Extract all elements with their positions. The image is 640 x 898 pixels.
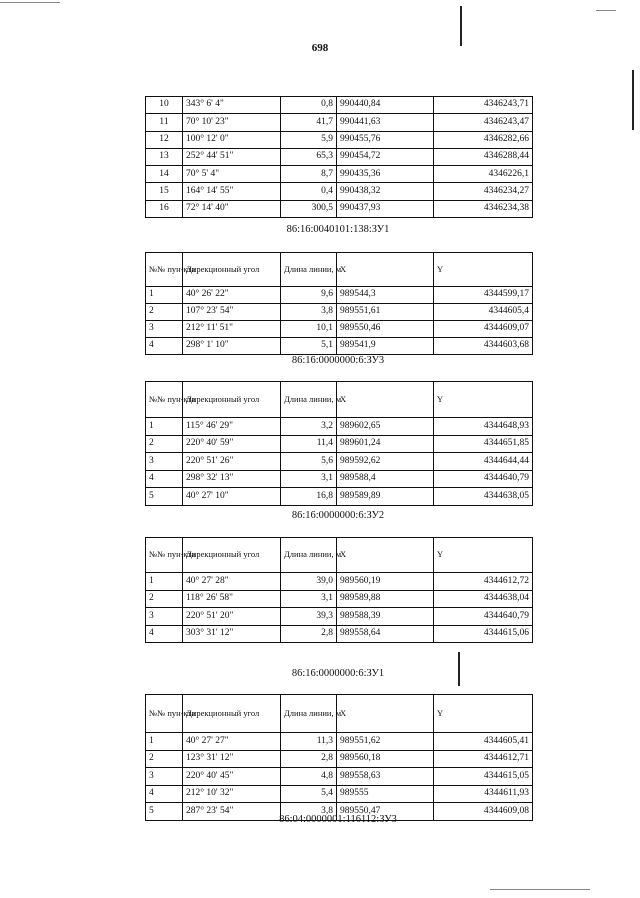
point-number-cell: 2 xyxy=(146,590,183,608)
header-direction-angle: Дирекционный угол xyxy=(183,695,281,733)
y-coordinate-cell: 4344603,68 xyxy=(434,338,533,355)
point-number-cell: 1 xyxy=(146,287,183,304)
x-coordinate-cell: 989588,4 xyxy=(337,470,434,488)
line-length-cell: 9,6 xyxy=(281,287,337,304)
x-coordinate-cell: 989602,65 xyxy=(337,418,434,436)
x-coordinate-cell: 989541,9 xyxy=(337,338,434,355)
direction-angle-cell: 40° 27' 27" xyxy=(183,733,281,751)
table-row xyxy=(146,453,533,471)
scan-mark xyxy=(632,70,634,130)
line-length-cell: 2,8 xyxy=(281,750,337,768)
point-number-cell: 13 xyxy=(146,148,183,165)
y-coordinate-cell: 4344615,06 xyxy=(434,625,533,643)
direction-angle-cell: 343° 6' 4" xyxy=(183,97,281,114)
header-y: Y xyxy=(434,695,533,733)
y-coordinate-cell: 4344644,44 xyxy=(434,453,533,471)
direction-angle-cell: 40° 27' 10" xyxy=(183,488,281,506)
direction-angle-cell: 118° 26' 58" xyxy=(183,590,281,608)
direction-angle-cell: 123° 31' 12" xyxy=(183,750,281,768)
y-coordinate-cell: 4346243,71 xyxy=(434,97,533,114)
y-coordinate-cell: 4346226,1 xyxy=(434,166,533,183)
scan-speck xyxy=(490,889,590,890)
x-coordinate-cell: 990437,93 xyxy=(337,200,434,217)
point-number-cell: 3 xyxy=(146,608,183,626)
line-length-cell: 300,5 xyxy=(281,200,337,217)
direction-angle-cell: 252° 44' 51" xyxy=(183,148,281,165)
header-x: X xyxy=(337,695,434,733)
direction-angle-cell: 303° 31' 12" xyxy=(183,625,281,643)
line-length-cell: 5,9 xyxy=(281,131,337,148)
table-caption: 86:04:0000001:116112:ЗУ3 xyxy=(279,814,397,825)
point-number-cell: 1 xyxy=(146,573,183,591)
header-x: X xyxy=(337,253,434,287)
x-coordinate-cell: 989601,24 xyxy=(337,435,434,453)
table-caption: 86:16:0000000:6:ЗУ3 xyxy=(291,355,385,366)
x-coordinate-cell: 989558,63 xyxy=(337,768,434,786)
y-coordinate-cell: 4344605,41 xyxy=(434,733,533,751)
table-row xyxy=(146,114,533,131)
x-coordinate-cell: 989560,18 xyxy=(337,750,434,768)
direction-angle-cell: 220° 51' 26" xyxy=(183,453,281,471)
header-line-length: Длина линии, м xyxy=(281,253,337,287)
point-number-cell: 12 xyxy=(146,131,183,148)
point-number-cell: 10 xyxy=(146,97,183,114)
y-coordinate-cell: 4344609,08 xyxy=(434,803,533,821)
point-number-cell: 4 xyxy=(146,785,183,803)
line-length-cell: 16,8 xyxy=(281,488,337,506)
line-length-cell: 0,4 xyxy=(281,183,337,200)
line-length-cell: 3,1 xyxy=(281,590,337,608)
x-coordinate-cell: 989558,64 xyxy=(337,625,434,643)
header-line-length: Длина линии, м xyxy=(281,382,337,418)
x-coordinate-cell: 989588,39 xyxy=(337,608,434,626)
x-coordinate-cell: 989550,46 xyxy=(337,321,434,338)
table-row xyxy=(146,785,533,803)
line-length-cell: 41,7 xyxy=(281,114,337,131)
direction-angle-cell: 107° 23' 54" xyxy=(183,304,281,321)
line-length-cell: 5,1 xyxy=(281,338,337,355)
direction-angle-cell: 40° 26' 22" xyxy=(183,287,281,304)
y-coordinate-cell: 4344648,93 xyxy=(434,418,533,436)
direction-angle-cell: 115° 46' 29" xyxy=(183,418,281,436)
line-length-cell: 8,7 xyxy=(281,166,337,183)
scan-speck xyxy=(596,10,616,11)
header-x: X xyxy=(337,382,434,418)
point-number-cell: 2 xyxy=(146,435,183,453)
point-number-cell: 1 xyxy=(146,418,183,436)
y-coordinate-cell: 4344612,72 xyxy=(434,573,533,591)
table-row xyxy=(146,287,533,304)
point-number-cell: 2 xyxy=(146,750,183,768)
header-direction-angle: Дирекционный угол xyxy=(183,538,281,573)
coordinates-table-zu2 xyxy=(145,381,533,506)
point-number-cell: 11 xyxy=(146,114,183,131)
line-length-cell: 11,4 xyxy=(281,435,337,453)
header-point-number: №№ пун-кта xyxy=(146,253,183,287)
scan-speck xyxy=(0,2,60,3)
x-coordinate-cell: 989560,19 xyxy=(337,573,434,591)
table-row xyxy=(146,338,533,355)
table-row xyxy=(146,200,533,217)
table-row xyxy=(146,768,533,786)
header-line-length: Длина линии, м xyxy=(281,695,337,733)
header-point-number: №№ пун-кта xyxy=(146,382,183,418)
coordinates-table-zu1-continued xyxy=(145,96,533,218)
line-length-cell: 11,3 xyxy=(281,733,337,751)
table-body xyxy=(146,573,533,643)
header-y: Y xyxy=(434,382,533,418)
table-caption: 86:16:0000000:6:ЗУ2 xyxy=(291,510,385,521)
line-length-cell: 3,8 xyxy=(281,803,337,821)
scan-mark xyxy=(458,652,460,686)
direction-angle-cell: 287° 23' 54" xyxy=(183,803,281,821)
point-number-cell: 14 xyxy=(146,166,183,183)
line-length-cell: 2,8 xyxy=(281,625,337,643)
point-number-cell: 3 xyxy=(146,321,183,338)
x-coordinate-cell: 989544,3 xyxy=(337,287,434,304)
y-coordinate-cell: 4344640,79 xyxy=(434,608,533,626)
x-coordinate-cell: 990435,36 xyxy=(337,166,434,183)
table-row xyxy=(146,488,533,506)
x-coordinate-cell: 990438,32 xyxy=(337,183,434,200)
y-coordinate-cell: 4346234,27 xyxy=(434,183,533,200)
table-row xyxy=(146,148,533,165)
table-body xyxy=(146,97,533,218)
table-caption: 86:16:0040101:138:ЗУ1 xyxy=(286,224,390,235)
y-coordinate-cell: 4346288,44 xyxy=(434,148,533,165)
point-number-cell: 2 xyxy=(146,304,183,321)
y-coordinate-cell: 4344640,79 xyxy=(434,470,533,488)
point-number-cell: 3 xyxy=(146,453,183,471)
table-row xyxy=(146,470,533,488)
page-number: 698 xyxy=(311,42,329,54)
point-number-cell: 1 xyxy=(146,733,183,751)
y-coordinate-cell: 4346234,38 xyxy=(434,200,533,217)
header-direction-angle: Дирекционный угол xyxy=(183,253,281,287)
point-number-cell: 16 xyxy=(146,200,183,217)
direction-angle-cell: 164° 14' 55" xyxy=(183,183,281,200)
line-length-cell: 5,4 xyxy=(281,785,337,803)
direction-angle-cell: 220° 40' 59" xyxy=(183,435,281,453)
direction-angle-cell: 220° 40' 45" xyxy=(183,768,281,786)
table-row xyxy=(146,625,533,643)
x-coordinate-cell: 990455,76 xyxy=(337,131,434,148)
line-length-cell: 10,1 xyxy=(281,321,337,338)
point-number-cell: 4 xyxy=(146,470,183,488)
line-length-cell: 3,1 xyxy=(281,470,337,488)
point-number-cell: 4 xyxy=(146,338,183,355)
table-row xyxy=(146,418,533,436)
line-length-cell: 0,8 xyxy=(281,97,337,114)
point-number-cell: 5 xyxy=(146,803,183,821)
y-coordinate-cell: 4346282,66 xyxy=(434,131,533,148)
table-body xyxy=(146,733,533,821)
direction-angle-cell: 40° 27' 28" xyxy=(183,573,281,591)
direction-angle-cell: 72° 14' 40" xyxy=(183,200,281,217)
table-caption: 86:16:0000000:6:ЗУ1 xyxy=(291,668,385,679)
line-length-cell: 39,3 xyxy=(281,608,337,626)
direction-angle-cell: 212° 11' 51" xyxy=(183,321,281,338)
header-point-number: №№ пун-кта xyxy=(146,695,183,733)
y-coordinate-cell: 4344651,85 xyxy=(434,435,533,453)
direction-angle-cell: 298° 1' 10" xyxy=(183,338,281,355)
coordinates-table-zu3 xyxy=(145,252,533,355)
direction-angle-cell: 220° 51' 20" xyxy=(183,608,281,626)
table-row xyxy=(146,183,533,200)
table-row xyxy=(146,166,533,183)
line-length-cell: 3,2 xyxy=(281,418,337,436)
header-line-length: Длина линии, м xyxy=(281,538,337,573)
x-coordinate-cell: 989589,88 xyxy=(337,590,434,608)
table-row xyxy=(146,435,533,453)
direction-angle-cell: 70° 5' 4" xyxy=(183,166,281,183)
table-row xyxy=(146,750,533,768)
table-body xyxy=(146,418,533,506)
table-row xyxy=(146,321,533,338)
table-row xyxy=(146,131,533,148)
x-coordinate-cell: 990441,63 xyxy=(337,114,434,131)
line-length-cell: 65,3 xyxy=(281,148,337,165)
y-coordinate-cell: 4344599,17 xyxy=(434,287,533,304)
y-coordinate-cell: 4344611,93 xyxy=(434,785,533,803)
x-coordinate-cell: 990440,84 xyxy=(337,97,434,114)
table-row xyxy=(146,304,533,321)
coordinates-table-zu1 xyxy=(145,537,533,643)
direction-angle-cell: 298° 32' 13" xyxy=(183,470,281,488)
y-coordinate-cell: 4344612,71 xyxy=(434,750,533,768)
line-length-cell: 3,8 xyxy=(281,304,337,321)
line-length-cell: 4,8 xyxy=(281,768,337,786)
x-coordinate-cell: 989589,89 xyxy=(337,488,434,506)
x-coordinate-cell: 989555 xyxy=(337,785,434,803)
point-number-cell: 3 xyxy=(146,768,183,786)
coordinates-table-zu3-116112 xyxy=(145,694,533,821)
table-row xyxy=(146,97,533,114)
header-y: Y xyxy=(434,538,533,573)
header-point-number: №№ пун-кта xyxy=(146,538,183,573)
scan-mark xyxy=(460,6,462,46)
table-row xyxy=(146,590,533,608)
header-y: Y xyxy=(434,253,533,287)
table-row xyxy=(146,608,533,626)
point-number-cell: 4 xyxy=(146,625,183,643)
direction-angle-cell: 100° 12' 0" xyxy=(183,131,281,148)
x-coordinate-cell: 989592,62 xyxy=(337,453,434,471)
header-direction-angle: Дирекционный угол xyxy=(183,382,281,418)
x-coordinate-cell: 989551,61 xyxy=(337,304,434,321)
y-coordinate-cell: 4344609,07 xyxy=(434,321,533,338)
table-row xyxy=(146,733,533,751)
y-coordinate-cell: 4344638,04 xyxy=(434,590,533,608)
table-body xyxy=(146,287,533,355)
y-coordinate-cell: 4346243,47 xyxy=(434,114,533,131)
y-coordinate-cell: 4344638,05 xyxy=(434,488,533,506)
y-coordinate-cell: 4344605,4 xyxy=(434,304,533,321)
line-length-cell: 39,0 xyxy=(281,573,337,591)
header-x: X xyxy=(337,538,434,573)
direction-angle-cell: 212° 10' 32" xyxy=(183,785,281,803)
y-coordinate-cell: 4344615,05 xyxy=(434,768,533,786)
x-coordinate-cell: 989550,47 xyxy=(337,803,434,821)
direction-angle-cell: 70° 10' 23" xyxy=(183,114,281,131)
x-coordinate-cell: 990454,72 xyxy=(337,148,434,165)
point-number-cell: 15 xyxy=(146,183,183,200)
table-row xyxy=(146,573,533,591)
line-length-cell: 5,6 xyxy=(281,453,337,471)
x-coordinate-cell: 989551,62 xyxy=(337,733,434,751)
point-number-cell: 5 xyxy=(146,488,183,506)
